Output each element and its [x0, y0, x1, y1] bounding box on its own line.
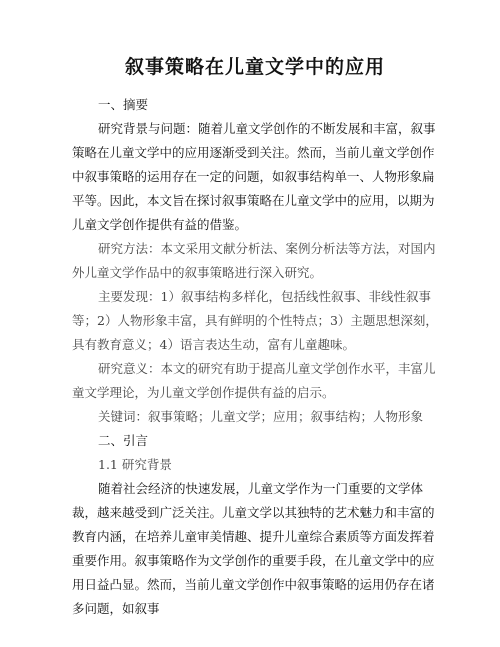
document-title: 叙事策略在儿童文学中的应用	[124, 56, 385, 78]
keywords-paragraph: 关键词：叙事策略；儿童文学；应用；叙事结构；人物形象	[98, 409, 424, 424]
section-heading-abstract: 一、摘要	[98, 97, 149, 112]
abstract-findings-paragraph: 主要发现：1）叙事结构多样化，包括线性叙事、非线性叙事等；2）人物形象丰富，具有鲜明的个性特点；3）主题思想深刻，具有教育意义；4）语言表达生动，富有儿童趣味。	[72, 289, 438, 352]
introduction-background-paragraph: 随着社会经济的快速发展，儿童文学作为一门重要的文学体裁，越来越受到广泛关注。儿童文学以其独特的艺术魅力和丰富的教育内涵，在培养儿童审美情趣、提升儿童综合素质等方面发挥着重要作用。叙事策略作为文学创作的重要手段，在儿童文学中的应用日益凸显。然而，当前儿童文学创作中叙事策略的运用仍存在诸多问题，如叙事	[72, 481, 435, 616]
abstract-significance-paragraph: 研究意义：本文的研究有助于提高儿童文学创作水平，丰富儿童文学理论，为儿童文学创作提供有益的启示。	[72, 361, 436, 400]
abstract-methods-paragraph: 研究方法：本文采用文献分析法、案例分析法等方法，对国内外儿童文学作品中的叙事策略进行深入研究。	[72, 241, 436, 280]
section-heading-introduction: 二、引言	[98, 433, 149, 448]
subsection-heading-background: 1.1 研究背景	[98, 457, 172, 472]
abstract-background-paragraph: 研究背景与问题：随着儿童文学创作的不断发展和丰富，叙事策略在儿童文学中的应用逐渐受到关注。然而，当前儿童文学创作中叙事策略的运用存在一定的问题，如叙事结构单一、人物形象扁平等。因此，本文旨在探讨叙事策略在儿童文学中的应用，以期为儿童文学创作提供有益的借鉴。	[72, 121, 436, 232]
